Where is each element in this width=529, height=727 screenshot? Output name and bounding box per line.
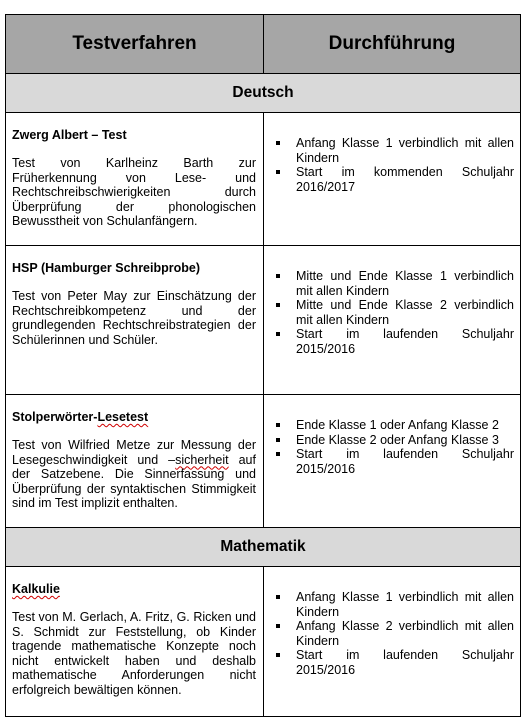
bullet-list — [276, 269, 514, 356]
list-item: Start im laufenden Schuljahr 2015/2016 — [276, 648, 514, 677]
test-name-kalkulie: Kalkulie — [12, 582, 60, 596]
list-item: Start im kommenden Schuljahr 2016/2017 — [276, 165, 514, 194]
header-testverfahren: Testverfahren — [6, 15, 264, 74]
bullet-list — [276, 590, 514, 677]
section-title-deutsch: Deutsch — [6, 74, 521, 113]
list-item: Anfang Klasse 1 verbindlich mit allen Kindern — [276, 590, 514, 619]
execution-cell — [264, 395, 521, 528]
spellcheck-marked-word: sicherheit — [175, 452, 229, 467]
bullet-list — [276, 418, 514, 476]
execution-cell — [264, 567, 521, 717]
test-description: Test von M. Gerlach, A. Fritz, G. Ricken und S. Schmidt zur Feststellung, ob Kinder tragende mathematische Konzepte noch nicht entwickelt haben und deshalb mathematische Anforderungen nicht erfolgreich bewältigen können. — [12, 610, 256, 697]
test-overview-table — [5, 14, 521, 717]
bullet-square-icon — [276, 423, 280, 427]
test-cell — [6, 567, 264, 717]
spellcheck-marked-word: Lesetest — [97, 410, 149, 424]
bullet-square-icon — [276, 438, 280, 442]
test-cell — [6, 395, 264, 528]
test-name-hsp: HSP (Hamburger Schreibprobe) — [12, 261, 201, 275]
bullet-square-icon — [276, 624, 280, 628]
section-title-mathematik: Mathematik — [6, 528, 521, 567]
bullet-square-icon — [276, 332, 280, 336]
bullet-square-icon — [276, 653, 280, 657]
test-cell — [6, 246, 264, 395]
list-item: Start im laufenden Schuljahr 2015/2016 — [276, 327, 514, 356]
execution-cell — [264, 246, 521, 395]
list-item: Anfang Klasse 1 verbindlich mit allen Kindern — [276, 136, 514, 165]
test-name-zwerg-albert: Zwerg Albert – Test — [12, 128, 127, 142]
bullet-square-icon — [276, 274, 280, 278]
test-name-stolperwoerter: Stolperwörter-Lesetest — [12, 410, 149, 424]
table-row — [6, 567, 521, 717]
bullet-square-icon — [276, 141, 280, 145]
list-item: Anfang Klasse 2 verbindlich mit allen Kindern — [276, 619, 514, 648]
header-durchfuehrung: Durchführung — [264, 15, 521, 74]
table-row — [6, 246, 521, 395]
test-description: Test von Wilfried Metze zur Messung der Lesegeschwindigkeit und –sicherheit auf der Satzebene. Die Sinnerfassung und Überprüfung der syntaktischen Stimmigkeit sind im Test implizit enthalten. — [12, 438, 256, 510]
list-item: Mitte und Ende Klasse 2 verbindlich mit allen Kindern — [276, 298, 514, 327]
test-cell — [6, 113, 264, 246]
list-item: Start im laufenden Schuljahr 2015/2016 — [276, 447, 514, 476]
table-row — [6, 113, 521, 246]
bullet-square-icon — [276, 595, 280, 599]
list-item: Ende Klasse 1 oder Anfang Klasse 2 — [276, 418, 514, 433]
execution-cell — [264, 113, 521, 246]
test-description: Test von Peter May zur Einschätzung der Rechtschreibkompetenz und der grundlegenden Rechtschreibstrategien der Schülerinnen und Schüler. — [12, 289, 256, 347]
list-item: Ende Klasse 2 oder Anfang Klasse 3 — [276, 433, 514, 448]
header-row — [6, 15, 521, 74]
bullet-list — [276, 136, 514, 194]
bullet-square-icon — [276, 303, 280, 307]
section-row-deutsch — [6, 74, 521, 113]
table-row — [6, 395, 521, 528]
bullet-square-icon — [276, 170, 280, 174]
test-description: Test von Karlheinz Barth zur Früherkennung von Lese- und Rechtschreibschwierigkeiten durch Überprüfung der phonologischen Bewusstheit von Schulanfängern. — [12, 156, 256, 228]
section-row-mathematik — [6, 528, 521, 567]
list-item: Mitte und Ende Klasse 1 verbindlich mit allen Kindern — [276, 269, 514, 298]
bullet-square-icon — [276, 452, 280, 456]
